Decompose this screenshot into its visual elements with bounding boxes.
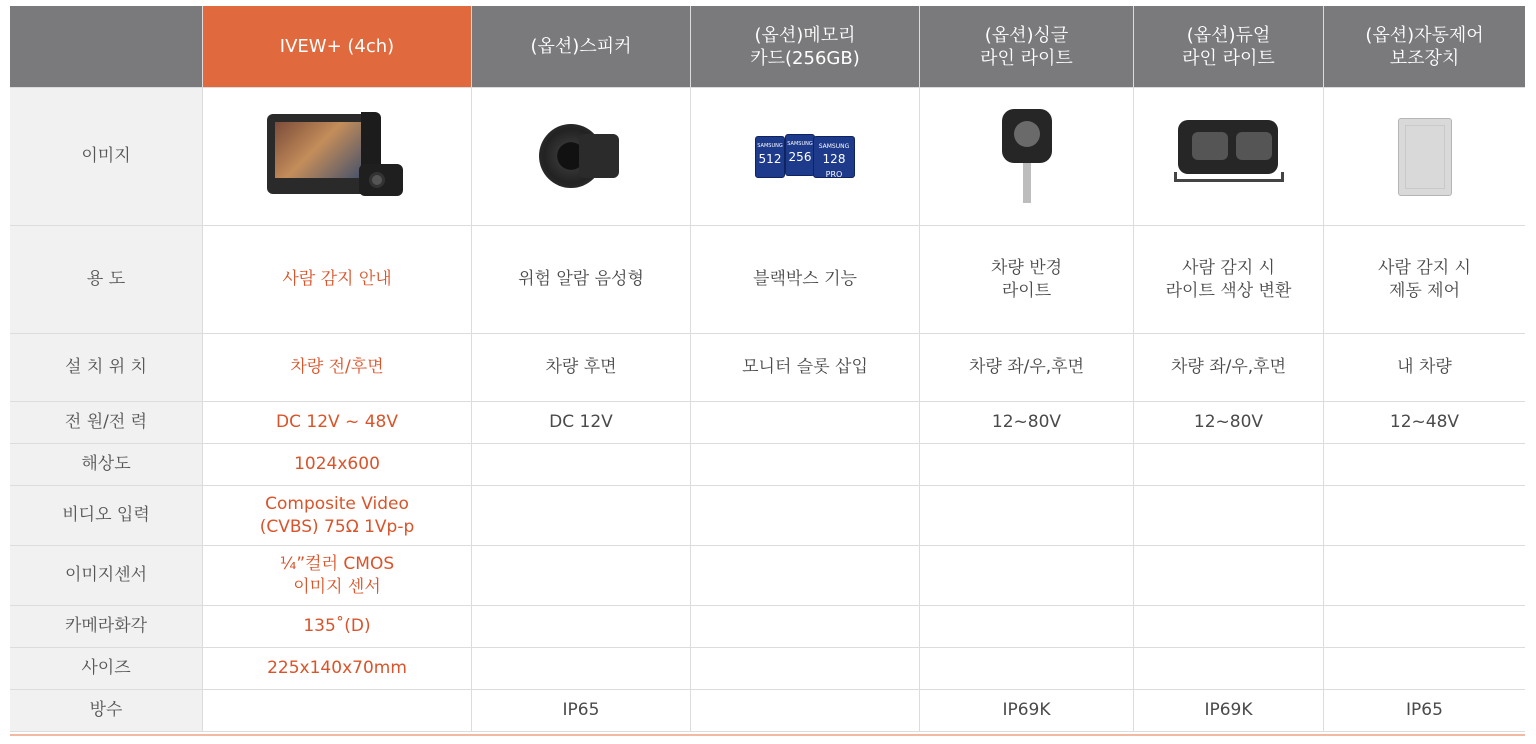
power-dual-light: 12~80V bbox=[1134, 402, 1324, 444]
sensor-memory-card bbox=[691, 546, 920, 606]
usage-speaker: 위험 알람 음성형 bbox=[472, 226, 691, 334]
image-dual-light bbox=[1134, 88, 1324, 226]
header-memory-card: (옵션)메모리 카드(256GB) bbox=[691, 6, 920, 88]
spec-table bbox=[10, 6, 1525, 732]
angle-speaker bbox=[472, 606, 691, 648]
table-bottom-rule bbox=[10, 734, 1525, 736]
row-label-usage: 용 도 bbox=[10, 226, 203, 334]
waterproof-speaker: IP65 bbox=[472, 690, 691, 732]
size-auto-control bbox=[1324, 648, 1525, 690]
size-ivew-plus: 225x140x70mm bbox=[203, 648, 472, 690]
monitor-camera-image bbox=[267, 114, 407, 200]
image-speaker bbox=[472, 88, 691, 226]
location-auto-control: 내 차량 bbox=[1324, 334, 1525, 402]
video-speaker bbox=[472, 486, 691, 546]
image-auto-control bbox=[1324, 88, 1525, 226]
resolution-speaker bbox=[472, 444, 691, 486]
corner-cell bbox=[10, 6, 203, 88]
location-dual-light: 차량 좌/우,후면 bbox=[1134, 334, 1324, 402]
waterproof-single-light: IP69K bbox=[920, 690, 1134, 732]
row-label-video: 비디오 입력 bbox=[10, 486, 203, 546]
angle-memory-card bbox=[691, 606, 920, 648]
header-auto-control: (옵션)자동제어 보조장치 bbox=[1324, 6, 1525, 88]
sensor-single-light bbox=[920, 546, 1134, 606]
row-label-resolution: 해상도 bbox=[10, 444, 203, 486]
control-box-image bbox=[1398, 118, 1452, 196]
size-speaker bbox=[472, 648, 691, 690]
resolution-dual-light bbox=[1134, 444, 1324, 486]
video-ivew-plus: Composite Video (CVBS) 75Ω 1Vp-p bbox=[203, 486, 472, 546]
location-speaker: 차량 후면 bbox=[472, 334, 691, 402]
video-auto-control bbox=[1324, 486, 1525, 546]
location-single-light: 차량 좌/우,후면 bbox=[920, 334, 1134, 402]
resolution-memory-card bbox=[691, 444, 920, 486]
header-dual-light: (옵션)듀얼 라인 라이트 bbox=[1134, 6, 1324, 88]
video-single-light bbox=[920, 486, 1134, 546]
power-memory-card bbox=[691, 402, 920, 444]
row-label-location: 설 치 위 치 bbox=[10, 334, 203, 402]
waterproof-ivew-plus bbox=[203, 690, 472, 732]
header-single-light: (옵션)싱글 라인 라이트 bbox=[920, 6, 1134, 88]
angle-auto-control bbox=[1324, 606, 1525, 648]
angle-ivew-plus: 135˚(D) bbox=[203, 606, 472, 648]
usage-dual-light: 사람 감지 시 라이트 색상 변환 bbox=[1134, 226, 1324, 334]
resolution-single-light bbox=[920, 444, 1134, 486]
video-memory-card bbox=[691, 486, 920, 546]
image-memory-card bbox=[691, 88, 920, 226]
usage-single-light: 차량 반경 라이트 bbox=[920, 226, 1134, 334]
resolution-ivew-plus: 1024x600 bbox=[203, 444, 472, 486]
sensor-auto-control bbox=[1324, 546, 1525, 606]
angle-dual-light bbox=[1134, 606, 1324, 648]
video-dual-light bbox=[1134, 486, 1324, 546]
waterproof-auto-control: IP65 bbox=[1324, 690, 1525, 732]
sensor-speaker bbox=[472, 546, 691, 606]
row-label-power: 전 원/전 력 bbox=[10, 402, 203, 444]
resolution-auto-control bbox=[1324, 444, 1525, 486]
sensor-dual-light bbox=[1134, 546, 1324, 606]
row-label-image: 이미지 bbox=[10, 88, 203, 226]
size-memory-card bbox=[691, 648, 920, 690]
row-label-sensor: 이미지센서 bbox=[10, 546, 203, 606]
size-dual-light bbox=[1134, 648, 1324, 690]
waterproof-dual-light: IP69K bbox=[1134, 690, 1324, 732]
power-speaker: DC 12V bbox=[472, 402, 691, 444]
row-label-angle: 카메라화각 bbox=[10, 606, 203, 648]
usage-memory-card: 블랙박스 기능 bbox=[691, 226, 920, 334]
header-speaker: (옵션)스피커 bbox=[472, 6, 691, 88]
usage-ivew-plus: 사람 감지 안내 bbox=[203, 226, 472, 334]
speaker-image bbox=[539, 120, 623, 194]
location-ivew-plus: 차량 전/후면 bbox=[203, 334, 472, 402]
size-single-light bbox=[920, 648, 1134, 690]
power-single-light: 12~80V bbox=[920, 402, 1134, 444]
angle-single-light bbox=[920, 606, 1134, 648]
dual-light-image bbox=[1174, 120, 1284, 194]
row-label-waterproof: 방수 bbox=[10, 690, 203, 732]
power-auto-control: 12~48V bbox=[1324, 402, 1525, 444]
power-ivew-plus: DC 12V ~ 48V bbox=[203, 402, 472, 444]
image-single-light bbox=[920, 88, 1134, 226]
location-memory-card: 모니터 슬롯 삽입 bbox=[691, 334, 920, 402]
single-light-image bbox=[1002, 109, 1052, 205]
header-ivew-plus: IVEW+ (4ch) bbox=[203, 6, 472, 88]
sensor-ivew-plus: ¼”컬러 CMOS 이미지 센서 bbox=[203, 546, 472, 606]
memory-card-image: SAMSUNG 512 SAMSUNG 256 SAMSUNG 128 PRO bbox=[755, 134, 855, 180]
usage-auto-control: 사람 감지 시 제동 제어 bbox=[1324, 226, 1525, 334]
row-label-size: 사이즈 bbox=[10, 648, 203, 690]
waterproof-memory-card bbox=[691, 690, 920, 732]
image-ivew-plus bbox=[203, 88, 472, 226]
